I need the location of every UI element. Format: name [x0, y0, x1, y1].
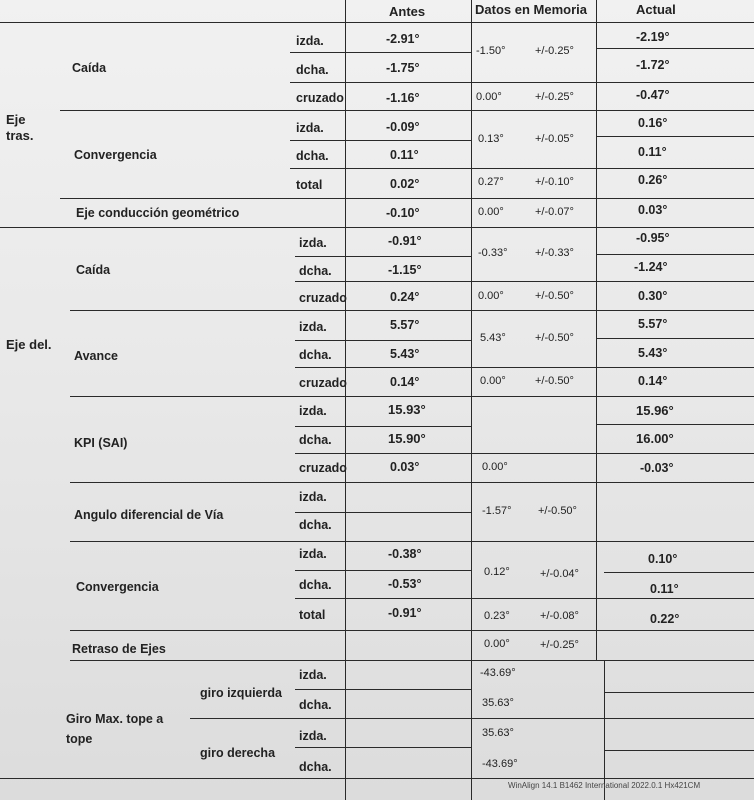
col-divider — [471, 0, 472, 800]
row-divider — [604, 572, 754, 573]
row-divider — [70, 660, 754, 661]
antes-value: -0.91° — [388, 234, 422, 248]
tolerance-value: +/-0.50° — [535, 332, 574, 344]
col-divider — [596, 0, 597, 660]
row-divider — [60, 198, 754, 199]
col-divider — [345, 0, 346, 800]
memoria-value: -0.33° — [478, 247, 508, 259]
memoria-value: 0.00° — [482, 461, 508, 473]
row-divider — [295, 453, 754, 454]
side-label: izda. — [299, 668, 327, 682]
antes-value: 15.90° — [388, 431, 426, 446]
row-divider — [596, 338, 754, 339]
row-divider — [295, 747, 471, 748]
tolerance-value: +/-0.50° — [538, 505, 577, 517]
tolerance-value: +/-0.25° — [540, 639, 579, 651]
side-label: total — [299, 608, 326, 622]
row-divider — [0, 778, 754, 779]
row-divider — [70, 310, 754, 311]
row-divider — [295, 256, 471, 257]
side-label: izda. — [296, 34, 324, 48]
actual-value: 0.03° — [638, 203, 668, 217]
side-label: izda. — [296, 121, 324, 135]
eje-tras-label: Eje tras. — [6, 112, 34, 143]
memoria-value: 0.27° — [478, 176, 504, 188]
row-divider — [596, 424, 754, 425]
row-divider — [596, 136, 754, 137]
header-datos-memoria: Datos en Memoria — [475, 2, 587, 17]
side-label: dcha. — [299, 518, 332, 532]
memoria-value: 35.63° — [482, 727, 514, 739]
antes-value: -1.75° — [386, 61, 420, 75]
tolerance-value: +/-0.07° — [535, 206, 574, 218]
antes-value: 15.93° — [388, 402, 426, 417]
side-label: izda. — [299, 547, 327, 561]
tolerance-value: +/-0.50° — [535, 290, 574, 302]
antes-value: -0.09° — [386, 120, 420, 134]
tolerance-value: +/-0.25° — [535, 45, 574, 57]
actual-value: 5.43° — [638, 346, 668, 360]
actual-value: 0.11° — [638, 145, 667, 159]
actual-value: -1.24° — [634, 260, 668, 274]
actual-value: 5.57° — [638, 317, 668, 331]
side-label: total — [296, 178, 323, 192]
side-label: dcha. — [299, 578, 332, 592]
giro-izquierda-label: giro izquierda — [200, 686, 282, 700]
side-label: izda. — [299, 404, 327, 418]
actual-value: -0.47° — [636, 88, 670, 102]
side-label: cruzado — [299, 461, 347, 475]
tolerance-value: +/-0.50° — [535, 375, 574, 387]
antes-value: -1.15° — [388, 263, 422, 277]
actual-value: 15.96° — [636, 403, 674, 418]
tolerance-value: +/-0.05° — [535, 133, 574, 145]
antes-value: -0.10° — [386, 206, 420, 220]
row-divider — [295, 570, 471, 571]
side-label: dcha. — [299, 264, 332, 278]
antes-value: 0.14° — [390, 375, 420, 389]
actual-value: 0.30° — [638, 289, 668, 303]
actual-value: 0.16° — [638, 116, 668, 130]
row-divider — [290, 140, 471, 141]
tolerance-value: +/-0.08° — [540, 610, 579, 622]
memoria-value: 0.00° — [478, 290, 504, 302]
actual-value: 0.26° — [638, 173, 668, 187]
avance-label: Avance — [74, 349, 119, 363]
row-divider — [70, 396, 754, 397]
antes-value: -2.91° — [386, 32, 420, 46]
row-divider — [290, 52, 471, 53]
side-label: cruzado — [299, 376, 347, 390]
row-divider — [604, 692, 754, 693]
row-divider — [70, 482, 754, 483]
eje-conduccion-label: Eje conducción geométrico — [76, 206, 240, 220]
actual-value: -1.72° — [636, 58, 670, 72]
kpi-label: KPI (SAI) — [74, 436, 128, 450]
row-divider — [60, 110, 754, 111]
side-label: izda. — [299, 729, 327, 743]
actual-value: 0.14° — [638, 374, 668, 388]
memoria-value: 0.00° — [484, 638, 510, 650]
row-divider — [604, 750, 754, 751]
row-divider — [290, 168, 754, 169]
header-actual: Actual — [636, 2, 676, 17]
antes-value: -0.53° — [388, 577, 422, 591]
actual-value: -0.95° — [636, 231, 670, 245]
actual-value: 0.10° — [648, 552, 678, 566]
memoria-value: 0.00° — [476, 91, 502, 103]
row-divider — [295, 426, 471, 427]
side-label: dcha. — [299, 760, 332, 774]
eje-del-label: Eje del. — [6, 337, 52, 352]
antes-value: 0.11° — [390, 148, 419, 162]
antes-value: 0.02° — [390, 177, 420, 191]
row-divider — [290, 82, 754, 83]
memoria-value: 0.00° — [478, 206, 504, 218]
actual-value: -2.19° — [636, 30, 670, 44]
memoria-value: -1.57° — [482, 505, 512, 517]
antes-value: 0.24° — [390, 290, 420, 304]
row-divider — [70, 630, 754, 631]
side-label: izda. — [299, 236, 327, 250]
row-divider — [596, 48, 754, 49]
actual-value: 0.11° — [650, 582, 679, 596]
actual-value: 0.22° — [650, 612, 680, 626]
actual-value: 16.00° — [636, 431, 674, 446]
tolerance-value: +/-0.10° — [535, 176, 574, 188]
giro-derecha-label: giro derecha — [200, 746, 276, 760]
angulo-diferencial-label: Angulo diferencial de Vía — [74, 508, 224, 522]
side-label: izda. — [299, 320, 327, 334]
side-label: dcha. — [299, 348, 332, 362]
antes-value: 5.57° — [390, 318, 420, 332]
memoria-value: 0.23° — [484, 610, 510, 622]
row-divider — [0, 227, 754, 228]
memoria-value: -43.69° — [480, 667, 516, 679]
memoria-value: 35.63° — [482, 697, 514, 709]
side-label: dcha. — [299, 698, 332, 712]
col-divider — [604, 660, 605, 800]
convergencia-tras-label: Convergencia — [74, 148, 157, 162]
row-divider — [295, 340, 471, 341]
side-label: cruzado — [296, 91, 344, 105]
giro-max-label-line2: tope — [66, 732, 93, 746]
row-divider — [295, 689, 471, 690]
caida-del-label: Caída — [76, 263, 111, 277]
row-divider — [190, 718, 754, 719]
header-antes: Antes — [389, 4, 426, 19]
memoria-value: -1.50° — [476, 45, 506, 57]
retraso-ejes-label: Retraso de Ejes — [72, 642, 166, 656]
row-divider — [70, 541, 754, 542]
antes-value: -0.38° — [388, 547, 422, 561]
tolerance-value: +/-0.25° — [535, 91, 574, 103]
row-divider — [295, 281, 754, 282]
side-label: cruzado — [299, 291, 347, 305]
side-label: dcha. — [299, 433, 332, 447]
memoria-value: 5.43° — [480, 332, 506, 344]
row-divider — [295, 598, 754, 599]
memoria-value: 0.00° — [480, 375, 506, 387]
giro-max-label-line1: Giro Max. tope a — [66, 712, 164, 726]
row-divider — [596, 254, 754, 255]
row-divider — [295, 367, 754, 368]
memoria-value: -43.69° — [482, 758, 518, 770]
row-divider — [295, 512, 471, 513]
tolerance-value: +/-0.33° — [535, 247, 574, 259]
antes-value: 0.03° — [390, 460, 420, 474]
antes-value: 5.43° — [390, 347, 420, 361]
antes-value: -1.16° — [386, 91, 420, 105]
antes-value: -0.91° — [388, 606, 422, 620]
caida-tras-label: Caída — [72, 61, 107, 75]
memoria-value: 0.12° — [484, 566, 510, 578]
side-label: dcha. — [296, 149, 329, 163]
memoria-value: 0.13° — [478, 133, 504, 145]
actual-value: -0.03° — [640, 461, 674, 475]
side-label: dcha. — [296, 63, 329, 77]
software-footer: WinAlign 14.1 B1462 International 2022.0.1 Hx421CM — [508, 781, 701, 790]
side-label: izda. — [299, 490, 327, 504]
tolerance-value: +/-0.04° — [540, 568, 579, 580]
convergencia-del-label: Convergencia — [76, 580, 159, 594]
row-divider — [0, 22, 754, 23]
